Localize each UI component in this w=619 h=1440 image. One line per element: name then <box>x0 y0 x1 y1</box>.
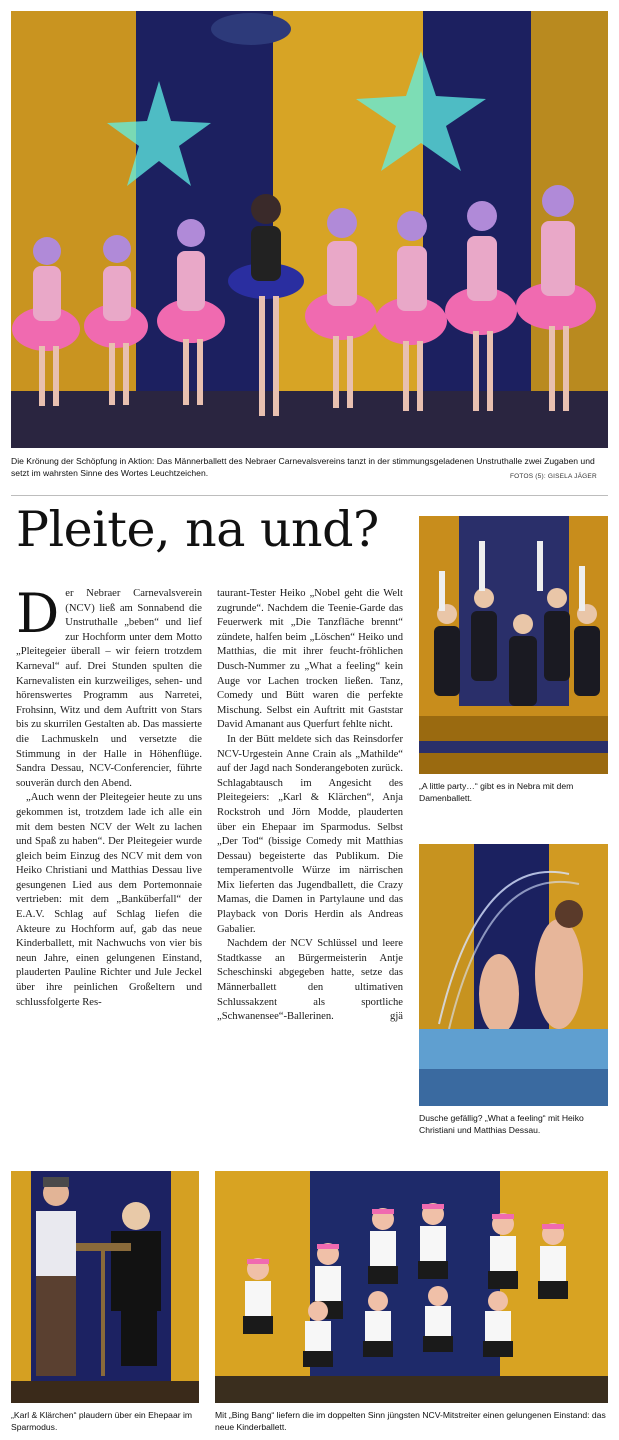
caption-kinderballett: Mit „Bing Bang“ liefern die im doppelten Sinn jüngsten NCV-Mitstreiter einen gelungenen Einstand: das neue Kinderballett. <box>215 1410 606 1432</box>
dropcap: D <box>16 582 60 645</box>
photo-dusche <box>419 844 608 1106</box>
divider <box>11 495 608 496</box>
article-paragraph: „Auch wenn der Pleitegeier heute zu uns gekommen ist, trotzdem lade ich alle ein mit dem besten NCV der Welt zu lachen und Spaß zu haben“. Der Pleitegeier wurde gleich beim Einzug des NCV mit dem von Heiko Christiani und Matthias Dessau live gesungenen Lied aus dem Portemonnaie vertrieben: mit dem „Banküberfall“ der E.A.V. Schlag auf Schlag liefen die Akteure zu Hochform auf, gab das neue Kinderballett, mit Nachwuchs von vier bis neun Jahre, einen gelungenen Einstand, plauderten Pauline Richter und Jule Jeckel über ihre peinlichen Großeltern und schlussfolgerte Res- <box>16 792 202 1008</box>
photo-karl-klaerchen <box>11 1171 199 1403</box>
photo-kinderballett <box>215 1171 608 1403</box>
caption-damenballett: „A little party…“ gibt es in Nebra mit dem Damenballett. <box>419 781 574 803</box>
caption-dusche: Dusche gefällig? „What a feeling“ mit Heiko Christiani und Matthias Dessau. <box>419 1113 584 1135</box>
caption-karl-klaerchen: „Karl & Klärchen“ plaudern über ein Ehepaar im Sparmodus. <box>11 1410 193 1432</box>
photo-maennerballett <box>11 11 608 448</box>
photo-damenballett <box>419 516 608 774</box>
article-paragraph: In der Bütt meldete sich das Reinsdorfer NCV-Urgestein Anne Crain als „Mathilde“ auf der Jagd nach Sonderangeboten zurück. Schlagabtausch im Angesicht des Pleitegeiers: „Karl & Klärchen“, Anja Rockstroh und Jörn Modde, plauderten über ein Ehepaar im Sparmodus. Selbst „Der Tod“ (bissige Comedy mit Matthias Dessau) begeisterte das Publikum. Die temperamentvolle Würze im närrischen Mix lieferten das Jugendballett, die Crazy Mamas, die Damen in Partylaune und das Playback von Doris Herdin als Andreas Gabalier. <box>217 733 403 935</box>
article-paragraph <box>217 937 403 1025</box>
article-paragraph: er Nebraer Carnevalsverein (NCV) ließ am Sonnabend die Unstruthalle „beben“ und lief zur Hochform unter dem Motto „Pleitegeier überall – wir feiern trotzdem Karneval“ auf. Drei Stunden spulten die Karnevalisten ein kurzweiliges, sehen- und hörenswertes Programm aus Narretei, Frohsinn, Witz und dem Auftritt von Stars bis zu skurrilen Gestalten ab. Das massierte die Lachmuskeln und versetzte die Stimmung in der Halle in Höhenflüge. Sandra Dessau, NCV-Conferencier, führte souverän durch den Abend. <box>16 588 202 789</box>
article-paragraph-text: Nachdem der NCV Schlüssel und leere Stadtkasse an Bürgermeisterin Antje Scheschinski abgegeben hatte, setze das Männerballett den ultimativen Schlussakzent als sportliche „Schwanensee“-Ballerinen. <box>217 938 403 1023</box>
article-column-1 <box>16 582 202 1010</box>
photo-credit: FOTOS (5): GISELA JÄGER <box>510 473 597 480</box>
article-paragraph: taurant-Tester Heiko „Nobel geht die Welt zugrunde“. Nachdem die Teenie-Garde das Feuerwerk mit „Die Tanzfläche brennt“ zündete, halfen beim „Löschen“ Heiko und Matthias, die mit ihrer feucht-fröhlichen Dusch-Nummer zu „What a feeling“ kein Auge vor Lachen trocken ließen. Tanz, Comedy und Bütt waren die perfekte Mischung. Selbst ein Auftritt mit Gaststar David Amanant aus Querfurt fehlte nicht. <box>217 588 403 731</box>
caption-maennerballett: Die Krönung der Schöpfung in Aktion: Das Männerballett des Nebraer Carnevalsvereins tanzt in der stimmungsgeladenen Unstruthalle zwei Zugaben und setzt im wahrsten Sinne des Wortes Leuchtzeichen. <box>11 456 595 478</box>
article-column-2 <box>217 587 403 1025</box>
author-initials: gjä <box>390 1011 403 1023</box>
headline: Pleite, na und? <box>16 501 379 558</box>
